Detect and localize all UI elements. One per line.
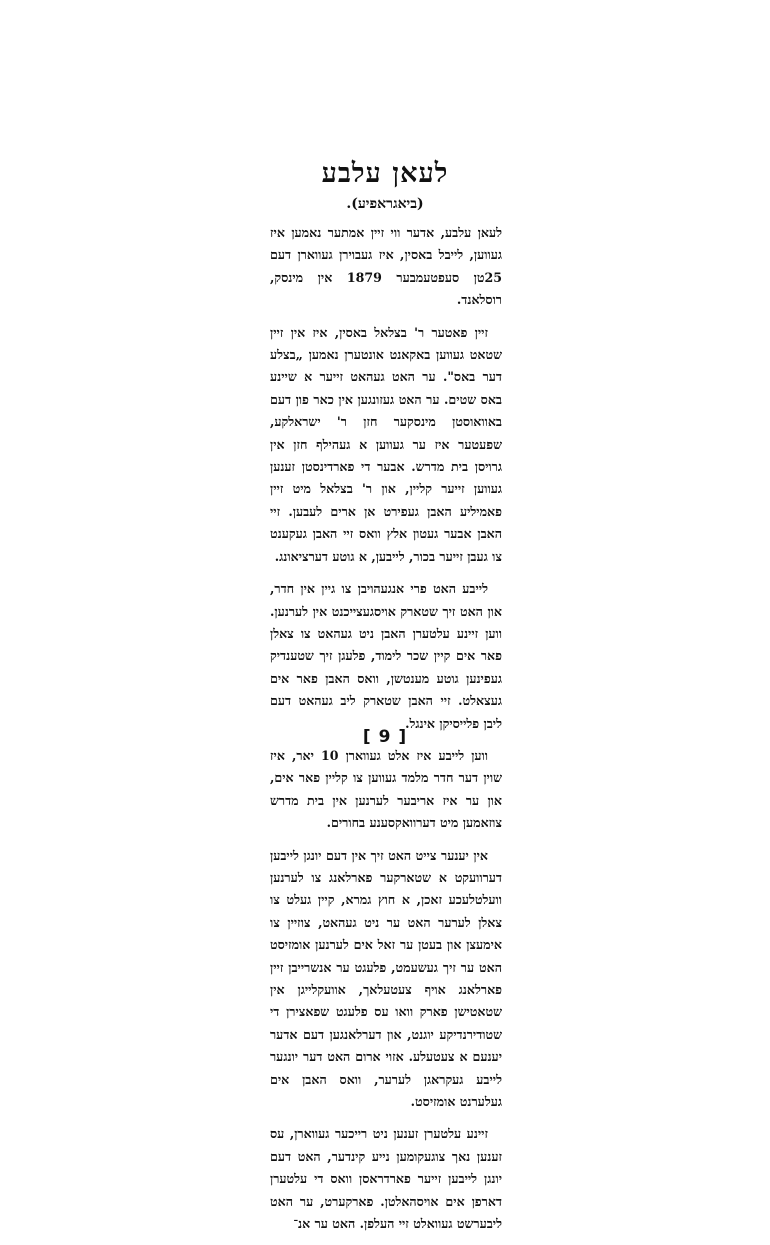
- page-number: [ 9 ]: [362, 727, 408, 747]
- paragraph: ווען לייבע איז אלט געווארן 10 יאר, איז שוין דער חדר מלמד געווען צו קליין פאר אים, און ער איז אריבער לערנען אין בית מדרש צוזאמען מיט דערוואקסענע בחורים.: [270, 747, 502, 831]
- paragraph: לעאן עלבע, אדער ווי זיין אמתער נאמען איז געווען, לייבל באסין, איז געבוירן געווארן דעם 25טן סעפטעמבער 1879 אין מינסק, רוסלאנד.: [270, 225, 502, 308]
- paragraph: אין יענער צייט האט זיך אין דעם יונגן לייבען דערוועקט א שטארקער פארלאנג צו לערנען וועלטלעכע זאכן, א חוץ גמרא, קיין געלט צו צאלן לערער האט ער ניט געהאט, צוזיין צו אימעצן און בעטן ער זאל אים לערנען אומזיסט האט ער זיך געשעמט, פלעגט ער אנשרייבן זיין פארלאנג אויף צעטעלאך, אוועקלייגן אין שטאטישן פארק וואו עס פלעגט שפאצירן די שטודירנדיקע יוגנט, און דערלאנגען דעם אדער יענעם א צעטעלע. אזוי ארום האט דער יונגער לייבע געקראגן לערער, וואס האבן אים געלערנט אומזיסט.: [270, 847, 502, 1110]
- paragraph: זיינע עלטערן זענען ניט רייכער געווארן, עס זענען נאך צוגעקומען נייע קינדער, האט דעם יונגן לייבען זייער פארדראסן וואס די עלטערן דארפן אים אויסהאלטן. פארקערט, ער האט ליבערשט געוואלט זיי העלפן. האט ער אנ־: [270, 1126, 502, 1232]
- paragraph: לייבע האט פרי אנגעהויבן צו גיין אין חדר, און האט זיך שטארק אויסגעצייכנט אין לערנען. ווען זיינע עלטערן האבן ניט געהאט צו צאלן פאר אים קיין שכר לימוד, פלעגן זיך שטענדיק געפינען גוטע מענטשן, וואס האבן פאר אים געצאלט. זיי האבן שטארק ליב געהאט דעם ליבן פלייסיקן אינגל.: [270, 581, 502, 731]
- page-title: לעאן עלבע: [321, 158, 449, 189]
- paragraph: זיין פאטער ר' בצלאל באסין, איז אין זיין שטאט געווען באקאנט אונטערן נאמען „בצלע דער באס". ער האט געהאט זייער א שיינע באס שטים. ער האט געזונגען אין כאר פון דעם באוואוסטן מינסקער חזן ר' ישראלקע, שפעטער איז ער געווען א געהילף חזן אין גרויסן בית מדרש. אבער די פארדינסטן זענען געווען זייער קליין, און ר' בצלאל מיט זיין פאמיליע האבן געפירט אן ארים לעבען. זיי האבן אבער געטון אלץ וואס זיי האבן געקענט צו געבן זייער בכור, לייבען, א גוטע דערציאונג.: [270, 324, 502, 564]
- page-subtitle: (ביאגראפיע).: [346, 196, 424, 212]
